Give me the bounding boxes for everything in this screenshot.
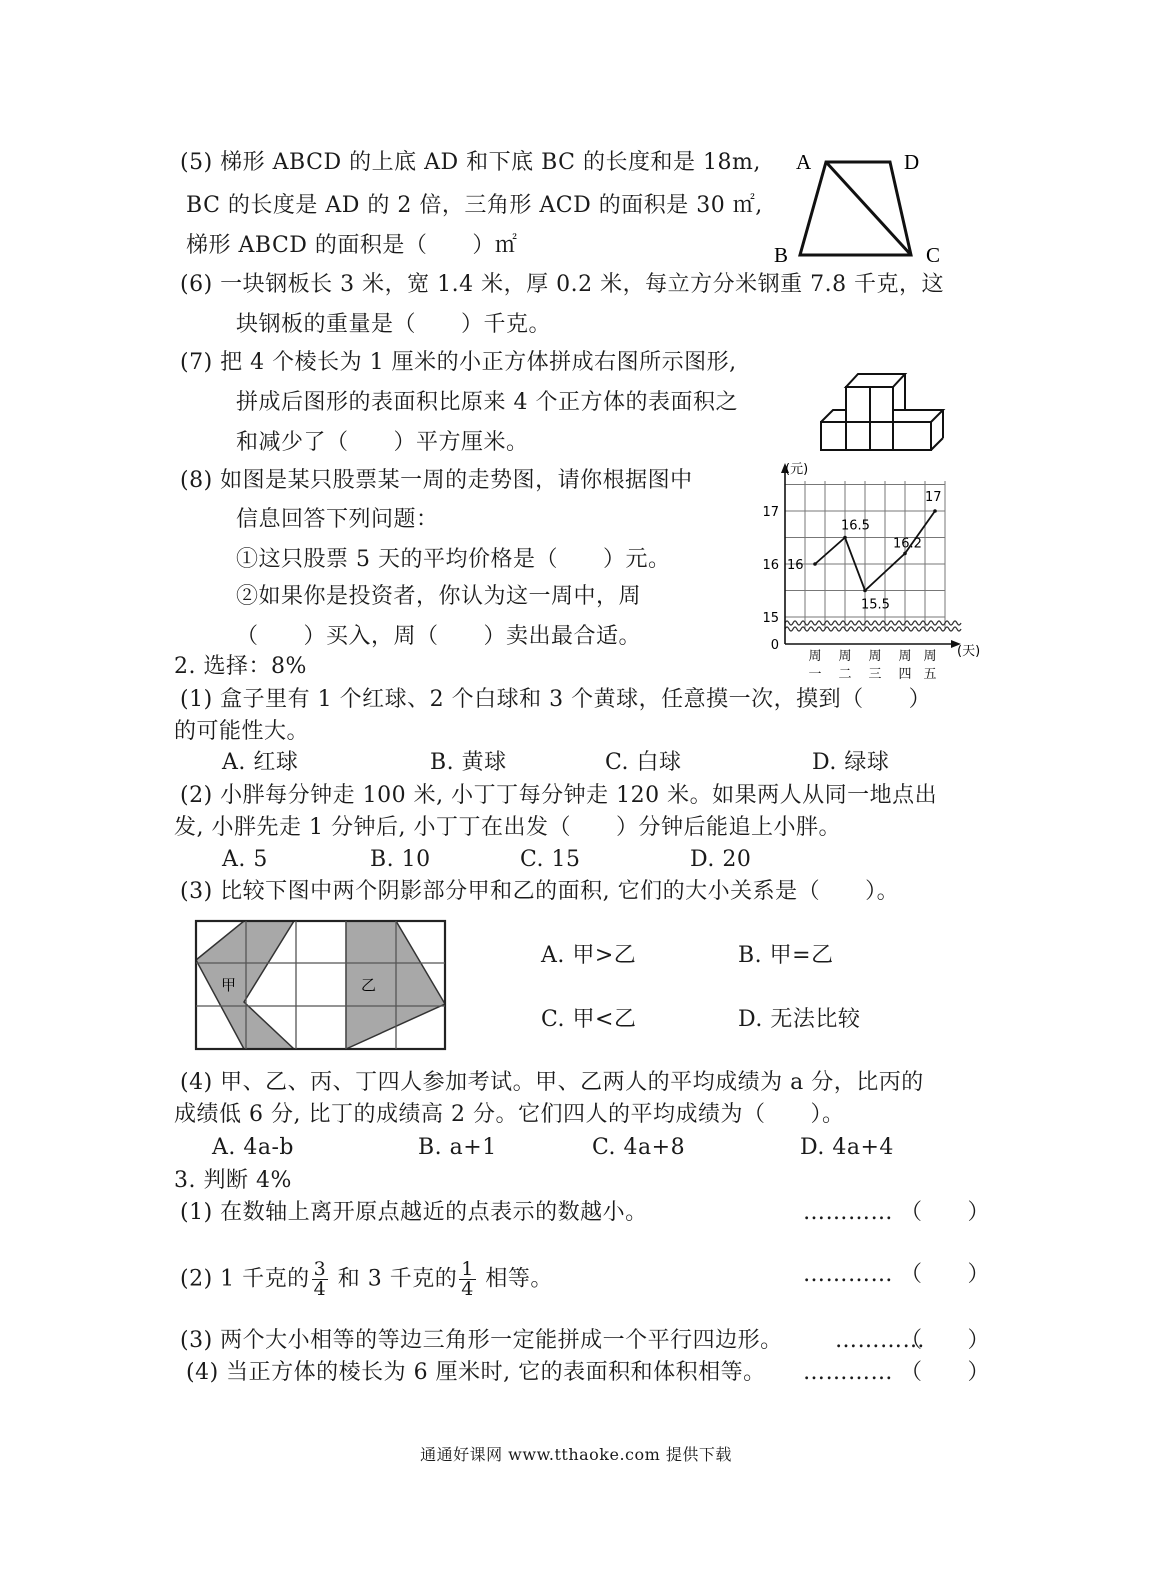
- x-tick-label-top: 周: [898, 649, 912, 664]
- s2-q2-option-c: C. 15: [520, 847, 581, 872]
- fraction-1-numerator: 3: [313, 1258, 327, 1280]
- q5-line3: 梯形 ABCD 的面积是（ ）㎡: [186, 233, 518, 258]
- s3-item-1-blank: （ ）: [900, 1200, 991, 1225]
- axis-break-wave: [785, 621, 961, 625]
- s3-item-2-mid: 和 3 千克的: [330, 1266, 458, 1292]
- page-footer: 通通好课网 www.tthaoke.com 提供下载: [420, 1445, 732, 1464]
- data-label: 16: [787, 558, 804, 573]
- s3-item-4: (4) 当正方体的棱长为 6 厘米时, 它的表面积和体积相等。: [186, 1360, 766, 1385]
- s3-item-3-blank: （ ）: [900, 1328, 991, 1353]
- s2-q3-option-c: C. 甲<乙: [541, 1007, 637, 1032]
- s2-q4-line1: (4) 甲、乙、丙、丁四人参加考试。甲、乙两人的平均成绩为 a 分，比丙的: [180, 1070, 924, 1095]
- s3-item-3-dots: …………: [835, 1328, 925, 1353]
- s3-item-1-dots: …………: [803, 1200, 893, 1225]
- s3-item-2: [180, 1260, 553, 1299]
- s2-q1-option-d: D. 绿球: [812, 750, 890, 775]
- x-tick-label-bottom: 一: [808, 667, 822, 682]
- fraction-one-quarter: [459, 1260, 476, 1299]
- q6-line2: 块钢板的重量是（ ）千克。: [236, 312, 552, 337]
- x-tick-label-bottom: 二: [838, 667, 852, 682]
- fraction-2-denominator: 4: [461, 1278, 474, 1300]
- data-point: [933, 509, 937, 513]
- s3-heading: 3. 判断 4%: [174, 1168, 292, 1193]
- cubes-figure: [815, 370, 945, 452]
- s2-q4-line2: 成绩低 6 分, 比丁的成绩高 2 分。它们四人的平均成绩为（ ）。: [174, 1102, 845, 1127]
- s3-item-2-dots: …………: [803, 1262, 893, 1287]
- s2-heading: 2. 选择：8%: [174, 654, 307, 679]
- vertex-c: C: [926, 243, 941, 267]
- q8-line5: （ ）买入，周（ ）卖出最合适。: [236, 624, 642, 649]
- s2-q4-option-a: A. 4a-b: [212, 1135, 295, 1160]
- s3-item-2-blank: （ ）: [900, 1262, 991, 1287]
- y-tick-label: 16: [762, 558, 779, 573]
- data-point: [813, 562, 817, 566]
- s2-q2-line1: (2) 小胖每分钟走 100 米, 小丁丁每分钟走 120 米。如果两人从同一地点出: [180, 783, 938, 808]
- vertex-a: A: [796, 150, 812, 174]
- s2-q4-option-b: B. a+1: [418, 1135, 497, 1160]
- s2-q2-option-b: B. 10: [370, 847, 431, 872]
- s2-q2-option-a: A. 5: [222, 847, 268, 872]
- s2-q4-option-c: C. 4a+8: [592, 1135, 686, 1160]
- q8-line1: (8) 如图是某只股票某一周的走势图，请你根据图中: [180, 468, 693, 493]
- x-axis-label: (天): [957, 644, 981, 659]
- x-tick-label-top: 周: [808, 649, 822, 664]
- s2-q1-option-a: A. 红球: [222, 750, 299, 775]
- q7-line1: (7) 把 4 个棱长为 1 厘米的小正方体拼成右图所示图形,: [180, 350, 737, 375]
- vertex-b: B: [774, 243, 789, 267]
- s3-item-3: (3) 两个大小相等的等边三角形一定能拼成一个平行四边形。: [180, 1328, 783, 1353]
- shaded-grid-figure: [193, 918, 451, 1054]
- q8-line4: ②如果你是投资者，你认为这一周中，周: [236, 584, 642, 609]
- y-tick-label: 15: [762, 611, 779, 626]
- y-axis-label: (元): [785, 462, 809, 477]
- s2-q3-option-d: D. 无法比较: [738, 1007, 861, 1032]
- s2-q1-option-b: B. 黄球: [430, 750, 507, 775]
- chart-series: [787, 490, 942, 613]
- s2-q3-option-b: B. 甲=乙: [738, 943, 834, 968]
- s2-q4-option-d: D. 4a+4: [800, 1135, 894, 1160]
- s2-q2-option-d: D. 20: [690, 847, 752, 872]
- vertex-d: D: [904, 150, 920, 174]
- q6-line1: (6) 一块钢板长 3 米，宽 1.4 米，厚 0.2 米，每立方分米钢重 7.8 千克，这: [180, 272, 945, 297]
- stock-line-chart: [745, 455, 995, 685]
- s3-item-2-start: (2) 1 千克的: [180, 1266, 310, 1292]
- q5-line1: (5) 梯形 ABCD 的上底 AD 和下底 BC 的长度和是 18m,: [180, 150, 761, 175]
- data-label: 17: [925, 490, 942, 505]
- q8-line3: ①这只股票 5 天的平均价格是（ ）元。: [236, 547, 671, 572]
- x-tick-label-bottom: 四: [898, 667, 912, 682]
- s3-item-1: (1) 在数轴上离开原点越近的点表示的数越小。: [180, 1200, 648, 1225]
- label-jia: 甲: [221, 976, 237, 994]
- q7-line3: 和减少了（ ）平方厘米。: [236, 430, 529, 455]
- x-tick-label-top: 周: [838, 649, 852, 664]
- axis-break-wave: [785, 627, 961, 631]
- y-tick-label: 17: [762, 505, 779, 520]
- x-tick-label-top: 周: [868, 649, 882, 664]
- fraction-three-quarters: [312, 1260, 329, 1299]
- q8-line2: 信息回答下列问题：: [236, 507, 439, 532]
- x-tick-label-bottom: 三: [868, 667, 882, 682]
- s2-q2-line2: 发, 小胖先走 1 分钟后, 小丁丁在出发（ ）分钟后能追上小胖。: [174, 815, 841, 840]
- data-label: 16.2: [893, 536, 922, 552]
- s3-item-2-end: 相等。: [477, 1266, 553, 1292]
- x-tick-label-top: 周: [923, 649, 937, 664]
- fraction-1-denominator: 4: [313, 1278, 327, 1300]
- data-point: [863, 589, 867, 593]
- fraction-2-numerator: 1: [461, 1258, 474, 1280]
- data-point: [843, 536, 847, 540]
- data-point: [903, 552, 907, 556]
- y-tick-label: 0: [770, 638, 779, 653]
- s2-q3-line1: (3) 比较下图中两个阴影部分甲和乙的面积, 它们的大小关系是（ ）。: [180, 879, 900, 904]
- s2-q1-line2: 的可能性大。: [174, 719, 310, 744]
- s2-q1-line1: (1) 盒子里有 1 个红球、2 个白球和 3 个黄球，任意摸一次，摸到（ ）: [180, 687, 932, 712]
- s3-item-4-blank: （ ）: [900, 1360, 991, 1385]
- q7-line2: 拼成后图形的表面积比原来 4 个正方体的表面积之: [236, 390, 738, 415]
- s2-q1-option-c: C. 白球: [605, 750, 682, 775]
- trapezoid-figure: [774, 145, 960, 270]
- q5-line2: BC 的长度是 AD 的 2 倍，三角形 ACD 的面积是 30 ㎡,: [186, 193, 763, 218]
- s2-q3-option-a: A. 甲>乙: [541, 943, 637, 968]
- data-label: 16.5: [841, 518, 870, 534]
- data-label: 15.5: [861, 597, 890, 613]
- label-yi: 乙: [361, 976, 377, 994]
- x-tick-label-bottom: 五: [923, 667, 937, 682]
- s3-item-4-dots: …………: [803, 1360, 893, 1385]
